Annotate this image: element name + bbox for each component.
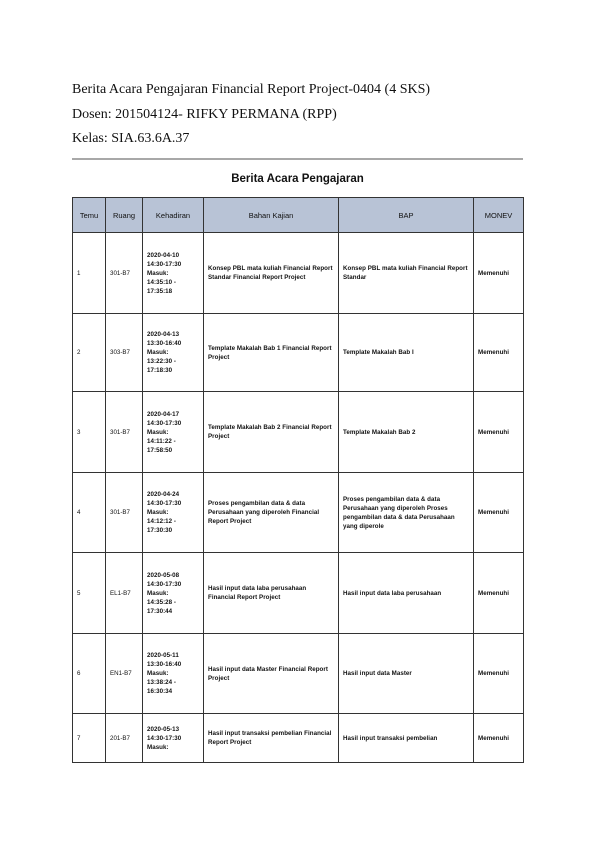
kehadiran-line: 13:30-16:40 (147, 661, 182, 668)
cell-kehadiran (143, 392, 204, 473)
cell-bahan-kajian: Konsep PBL mata kuliah Financial Report Standar Financial Report Project (204, 233, 339, 314)
cell-ruang: 301-B7 (106, 392, 143, 473)
cell-bap: Hasil input data laba perusahaan (339, 553, 474, 634)
kehadiran-line: 13:38:24 - (147, 679, 177, 686)
cell-monev: Memenuhi (474, 634, 524, 714)
kehadiran-line: 14:30-17:30 (147, 500, 182, 507)
table-row (73, 392, 524, 473)
cell-monev: Memenuhi (474, 714, 524, 763)
kehadiran-line: 14:30-17:30 (147, 580, 182, 588)
column-header-bap: BAP (339, 198, 474, 233)
kehadiran-line: 17:35:18 (147, 287, 173, 295)
cell-bap: Konsep PBL mata kuliah Financial Report Standar (339, 233, 474, 314)
kehadiran-line: Masuk: (147, 428, 169, 436)
table-row (73, 634, 524, 714)
cell-bahan-kajian: Template Makalah Bab 2 Financial Report Project (204, 392, 339, 473)
kehadiran-line: Masuk: (147, 349, 169, 356)
kehadiran-line: Masuk: (147, 509, 169, 516)
cell-bahan-kajian: Template Makalah Bab 1 Financial Report Project (204, 314, 339, 392)
cell-monev: Memenuhi (474, 553, 524, 634)
cell-kehadiran (143, 233, 204, 314)
kehadiran-line: Masuk: (147, 589, 169, 597)
kehadiran-line: 2020-05-13 (147, 725, 180, 733)
kehadiran-line: 14:12:12 - (147, 518, 177, 525)
table-row (73, 553, 524, 634)
kehadiran-line: 2020-04-13 (147, 331, 180, 338)
cell-kehadiran (143, 553, 204, 634)
kehadiran-line: Masuk: (147, 743, 169, 751)
kehadiran-line: 2020-05-08 (147, 571, 180, 579)
cell-monev: Memenuhi (474, 473, 524, 553)
kehadiran-line: Masuk: (147, 269, 169, 277)
cell-monev: Memenuhi (474, 314, 524, 392)
kehadiran-line: 17:30:44 (147, 607, 173, 615)
table-caption: Berita Acara Pengajaran (231, 173, 364, 185)
cell-kehadiran (143, 634, 204, 714)
document-title: Berita Acara Pengajaran Financial Report Project-0404 (4 SKS) (72, 82, 431, 97)
cell-temu: 2 (73, 314, 106, 392)
column-header-ruang: Ruang (106, 198, 143, 233)
table-row (73, 473, 524, 553)
cell-bahan-kajian: Hasil input data Master Financial Report Project (204, 634, 339, 714)
cell-temu: 4 (73, 473, 106, 553)
kehadiran-line: 2020-04-24 (147, 491, 180, 498)
cell-bahan-kajian: Proses pengambilan data & data Perusahaan yang diperoleh Financial Report Project (204, 473, 339, 553)
column-header-monev: MONEV (474, 198, 524, 233)
table-header-row (73, 198, 524, 233)
cell-temu: 5 (73, 553, 106, 634)
kehadiran-line: 14:35:28 - (147, 598, 177, 606)
cell-kehadiran (143, 473, 204, 553)
cell-ruang: 301-B7 (106, 473, 143, 553)
cell-bahan-kajian: Hasil input data laba perusahaan Financial Report Project (204, 553, 339, 634)
lecturer-line: Dosen: 201504124- RIFKY PERMANA (RPP) (72, 106, 337, 122)
cell-temu: 7 (73, 714, 106, 763)
cell-bap: Template Makalah Bab I (339, 314, 474, 392)
kehadiran-line: Masuk: (147, 670, 169, 677)
bap-table (72, 197, 524, 763)
table-row (73, 233, 524, 314)
kehadiran-line: 14:30-17:30 (147, 260, 182, 268)
kehadiran-line: 2020-04-10 (147, 251, 180, 259)
cell-bap: Hasil input transaksi pembelian (339, 714, 474, 763)
class-line: Kelas: SIA.63.6A.37 (72, 131, 190, 146)
kehadiran-line: 17:18:30 (147, 367, 173, 374)
kehadiran-line: 14:11:22 - (147, 437, 176, 445)
kehadiran-line: 14:30-17:30 (147, 419, 182, 427)
kehadiran-line: 14:30-17:30 (147, 734, 182, 742)
cell-ruang: EN1-B7 (106, 634, 143, 714)
kehadiran-line: 13:22:30 - (147, 358, 177, 365)
kehadiran-line: 2020-05-11 (147, 652, 179, 659)
cell-bap: Proses pengambilan data & data Perusahaan yang diperoleh Proses pengambilan data & data Perusahaan yang diperole (339, 473, 474, 553)
cell-ruang: 201-B7 (106, 714, 143, 763)
kehadiran-line: 13:30-16:40 (147, 340, 182, 347)
cell-ruang: EL1-B7 (106, 553, 143, 634)
column-header-kehadiran: Kehadiran (143, 198, 204, 233)
cell-temu: 1 (73, 233, 106, 314)
column-header-temu: Temu (73, 198, 106, 233)
cell-monev: Memenuhi (474, 233, 524, 314)
cell-monev: Memenuhi (474, 392, 524, 473)
cell-temu: 6 (73, 634, 106, 714)
cell-ruang: 301-B7 (106, 233, 143, 314)
kehadiran-line: 16:30:34 (147, 688, 173, 695)
cell-bahan-kajian: Hasil input transaksi pembelian Financial Report Project (204, 714, 339, 763)
cell-kehadiran (143, 314, 204, 392)
kehadiran-line: 17:58:50 (147, 446, 173, 454)
cell-bap: Template Makalah Bab 2 (339, 392, 474, 473)
kehadiran-line: 14:35:10 - (147, 278, 177, 286)
kehadiran-line: 2020-04-17 (147, 410, 180, 418)
cell-temu: 3 (73, 392, 106, 473)
table-row (73, 714, 524, 763)
cell-ruang: 303-B7 (106, 314, 143, 392)
kehadiran-line: 17:30:30 (147, 527, 173, 534)
table-row (73, 314, 524, 392)
cell-bap: Hasil input data Master (339, 634, 474, 714)
cell-kehadiran (143, 714, 204, 763)
document-header (72, 78, 532, 152)
column-header-bahan-kajian: Bahan Kajian (204, 198, 339, 233)
divider (72, 158, 523, 160)
